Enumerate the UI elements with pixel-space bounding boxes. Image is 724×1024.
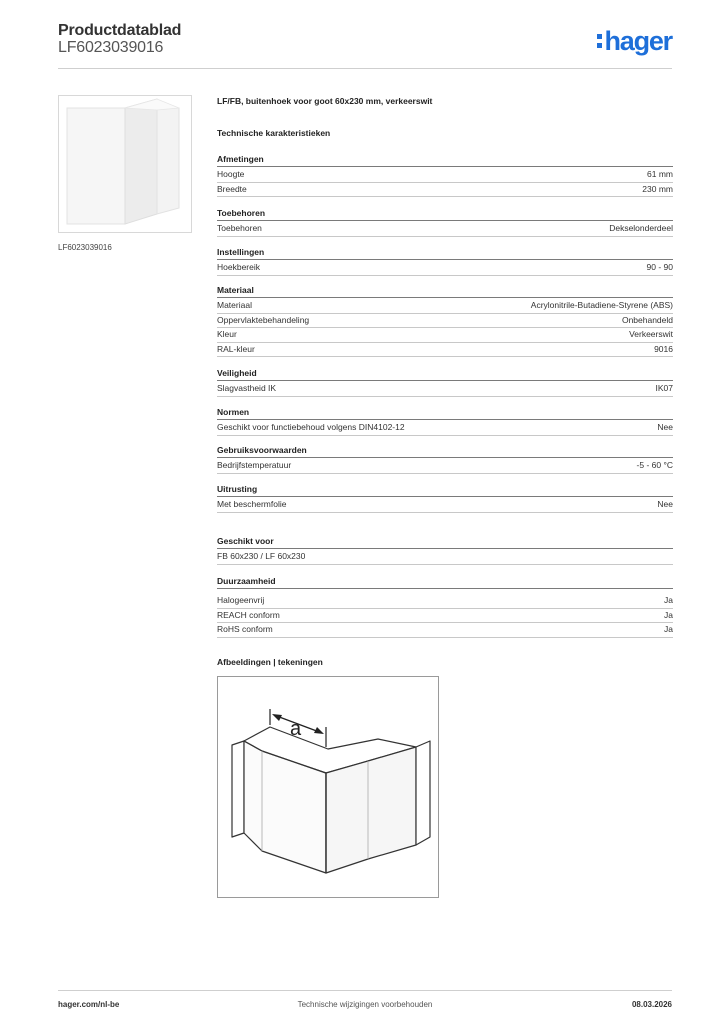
spec-value: Ja <box>664 595 673 605</box>
spec-key: REACH conform <box>217 609 280 620</box>
logo-colon-icon <box>597 34 602 48</box>
spec-row <box>217 314 673 329</box>
spec-row <box>217 328 673 343</box>
section-title-toebehoren: Toebehoren <box>217 208 673 221</box>
hager-logo <box>597 28 672 54</box>
spec-key: RoHS conform <box>217 624 273 634</box>
spec-key: Kleur <box>217 329 237 339</box>
section-title-gebruiksvoorwaarden: Gebruiksvoorwaarden <box>217 445 673 458</box>
spec-key: Halogeenvrij <box>217 595 265 605</box>
spec-value: Ja <box>664 609 673 620</box>
section-title-geschikt-voor: Geschikt voor <box>217 536 673 549</box>
section-title-uitrusting: Uitrusting <box>217 484 673 497</box>
spec-key: Met beschermfolie <box>217 499 287 509</box>
section-title-instellingen: Instellingen <box>217 247 673 260</box>
spec-key: Toebehoren <box>217 223 262 233</box>
spec-row <box>217 382 673 397</box>
spec-row <box>217 594 673 609</box>
spec-row <box>217 550 673 565</box>
spec-value: Nee <box>657 499 673 509</box>
spec-value: Verkeerswit <box>629 329 673 339</box>
spec-value: Acrylonitrile-Butadiene-Styrene (ABS) <box>530 300 673 310</box>
tech-characteristics-heading: Technische karakteristieken <box>217 128 331 138</box>
section-title-materiaal: Materiaal <box>217 285 673 298</box>
product-thumbnail <box>58 95 192 233</box>
spec-key: RAL-kleur <box>217 343 255 354</box>
spec-row <box>217 222 673 237</box>
spec-value: Nee <box>657 422 673 432</box>
spec-row <box>217 623 673 638</box>
spec-value: Dekselonderdeel <box>609 223 673 233</box>
spec-value: 230 mm <box>642 183 673 194</box>
spec-row <box>217 498 673 513</box>
spec-row <box>217 299 673 314</box>
technical-drawing <box>217 676 439 898</box>
spec-value: IK07 <box>655 383 673 393</box>
spec-key: Bedrijfstemperatuur <box>217 460 292 470</box>
spec-row <box>217 261 673 276</box>
logo-text: hager <box>604 26 672 56</box>
page-header <box>58 22 672 69</box>
footer-website-link[interactable]: hager.com/nl-be <box>58 1000 120 1009</box>
spec-value: Onbehandeld <box>621 314 673 325</box>
footer-date: 08.03.2026 <box>631 1000 672 1009</box>
spec-value: -5 - 60 °C <box>636 460 673 470</box>
spec-row <box>217 459 673 474</box>
spec-key: Hoogte <box>217 169 245 179</box>
spec-value: 90 - 90 <box>646 262 673 272</box>
section-title-duurzaamheid: Duurzaamheid <box>217 576 673 589</box>
spec-value: 9016 <box>654 343 673 354</box>
spec-key: Materiaal <box>217 300 252 310</box>
product-description: LF/FB, buitenhoek voor goot 60x230 mm, verkeerswit <box>217 96 433 106</box>
corner-drawing <box>218 677 438 897</box>
spec-row <box>217 168 673 183</box>
spec-row <box>217 343 673 358</box>
spec-value: 61 mm <box>647 169 673 179</box>
product-photo <box>59 96 191 232</box>
footer-disclaimer: Technische wijzigingen voorbehouden <box>297 1000 433 1009</box>
thumbnail-caption: LF6023039016 <box>58 243 112 252</box>
section-title-veiligheid: Veiligheid <box>217 368 673 381</box>
spec-key: Slagvastheid IK <box>217 383 277 393</box>
spec-key: FB 60x230 / LF 60x230 <box>217 551 306 561</box>
section-title-normen: Normen <box>217 407 673 420</box>
spec-row <box>217 421 673 436</box>
dimension-label: a <box>290 718 302 740</box>
spec-key: Oppervlaktebehandeling <box>217 314 310 325</box>
spec-row <box>217 609 673 624</box>
drawings-heading: Afbeeldingen | tekeningen <box>217 657 323 667</box>
section-title-afmetingen: Afmetingen <box>217 154 673 167</box>
spec-row <box>217 183 673 198</box>
spec-key: Hoekbereik <box>217 262 260 272</box>
document-title: Productdatablad <box>58 22 182 39</box>
spec-key: Geschikt voor functiebehoud volgens DIN4102-12 <box>217 422 405 432</box>
product-code: LF6023039016 <box>58 39 164 56</box>
spec-key: Breedte <box>217 183 247 194</box>
page-footer <box>58 990 672 1015</box>
spec-value: Ja <box>664 624 673 634</box>
